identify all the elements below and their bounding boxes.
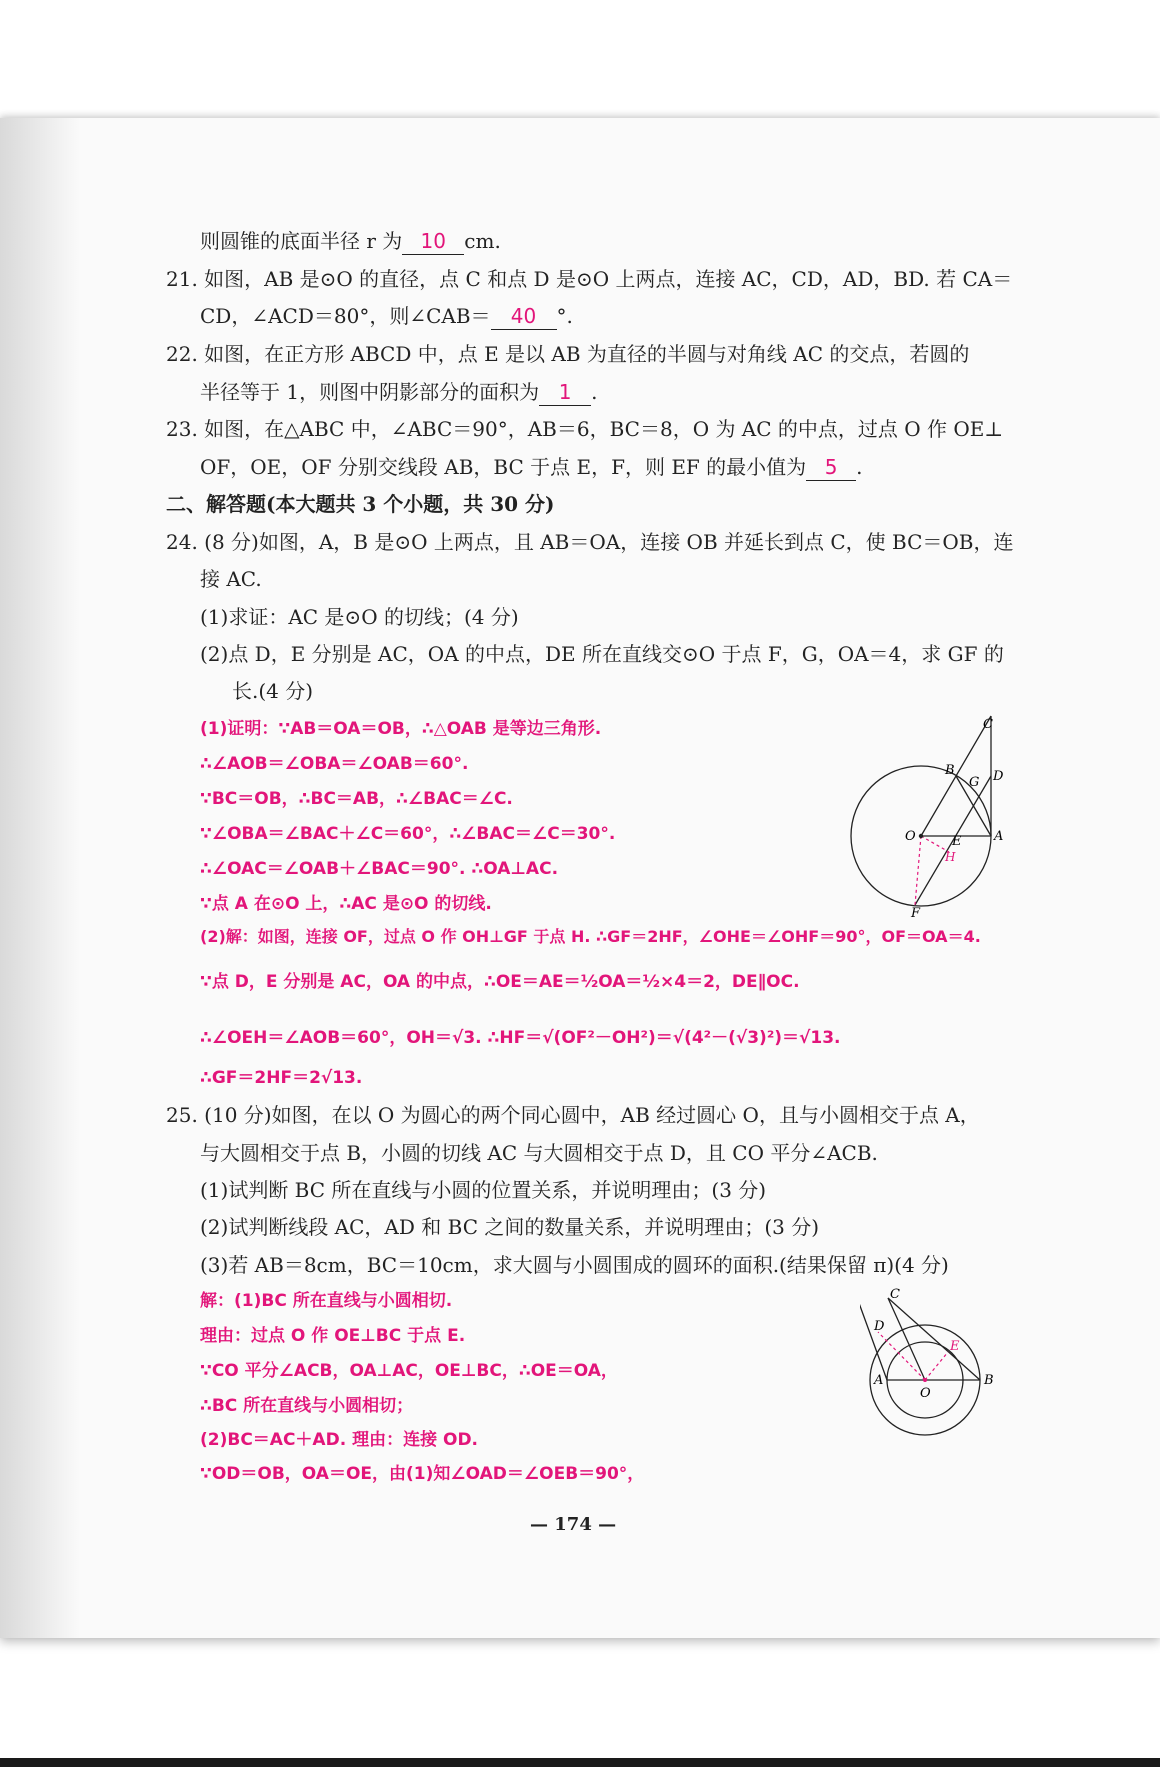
q22-end: . xyxy=(591,380,598,404)
q23-text: OF，OE，OF 分别交线段 AB，BC 于点 E，F，则 EF 的最小值为 xyxy=(200,455,807,479)
q25-line2: 与大圆相交于点 B，小圆的切线 AC 与大圆相交于点 D，且 CO 平分∠ACB. xyxy=(200,1141,878,1165)
label-o: O xyxy=(905,829,916,844)
q23-line1: 23. 如图，在△ABC 中，∠ABC＝90°，AB＝6，BC＝8，O 为 AC 的中点，过点 O 作 OE⊥ xyxy=(166,417,1004,441)
label-d: D xyxy=(993,769,1004,784)
q25-solution-line: ∵CO 平分∠ACB，OA⊥AC，OE⊥BC，∴OE＝OA， xyxy=(200,1361,618,1381)
label-d: D xyxy=(874,1319,885,1334)
q25-solution-line: ∵OD＝OB，OA＝OE，由(1)知∠OAD＝∠OEB＝90°， xyxy=(200,1464,645,1484)
q22-line1: 22. 如图，在正方形 ABCD 中，点 E 是以 AB 为直径的半圆与对角线 AC 的交点，若圆的 xyxy=(166,342,970,366)
label-e: E xyxy=(950,1339,960,1354)
q25-solution-line: 解：(1)BC 所在直线与小圆相切. xyxy=(200,1291,453,1311)
segment-ac xyxy=(860,1303,887,1380)
q22-line2 xyxy=(200,379,597,406)
q23-line2 xyxy=(200,454,863,481)
q24-part1: (1)求证：AC 是⊙O 的切线；(4 分) xyxy=(200,605,519,629)
q20-line xyxy=(200,228,501,255)
q24-part2-line2: 长.(4 分) xyxy=(232,679,314,703)
q24-solution-line: ∵∠OBA＝∠BAC＋∠C＝60°，∴∠BAC＝∠C＝30°. xyxy=(200,824,616,844)
segment-co xyxy=(888,1298,925,1380)
q24-solution-line: ∵点 A 在⊙O 上，∴AC 是⊙O 的切线. xyxy=(200,894,492,914)
q25-line1: 25. (10 分)如图，在以 O 为圆心的两个同心圆中，AB 经过圆心 O，且与小圆相交于点 A， xyxy=(166,1103,980,1127)
q20-text: 则圆锥的底面半径 r 为 xyxy=(200,229,403,253)
q24-part2-line1: (2)点 D，E 分别是 AC，OA 的中点，DE 所在直线交⊙O 于点 F，G，OA＝4，求 GF 的 xyxy=(200,642,1004,666)
label-g: G xyxy=(969,775,980,790)
label-e: E xyxy=(952,834,962,849)
q24-solution-line: ∴GF＝2HF＝2√13. xyxy=(200,1068,363,1088)
q25-part3: (3)若 AB＝8cm，BC＝10cm，求大圆与小圆围成的圆环的面积.(结果保留 π)(4 分) xyxy=(200,1253,949,1277)
q21-line2 xyxy=(200,303,573,330)
segment-of xyxy=(915,836,921,905)
label-h: H xyxy=(945,850,956,864)
q21-end: °. xyxy=(556,304,573,328)
label-a: A xyxy=(994,829,1004,844)
q24-solution-line: ∴∠OEH＝∠AOB＝60°，OH＝√3. ∴HF＝√(OF²－OH²)＝√(4²－(√3)²)＝√13. xyxy=(200,1028,841,1048)
q24-solution-line: (2)解：如图，连接 OF，过点 O 作 OH⊥GF 于点 H. ∴GF＝2HF，∠OHE＝∠OHF＝90°，OF＝OA＝4. xyxy=(200,927,981,946)
q24-solution-line: ∵点 D，E 分别是 AC，OA 的中点，∴OE＝AE＝½OA＝½×4＝2，DE∥OC. xyxy=(200,972,800,992)
section-heading: 二、解答题(本大题共 3 个小题，共 30 分) xyxy=(166,492,555,516)
q25-part2: (2)试判断线段 AC，AD 和 BC 之间的数量关系，并说明理由；(3 分) xyxy=(200,1215,820,1239)
q24-solution-line: ∴∠AOB＝∠OBA＝∠OAB＝60°. xyxy=(200,754,469,774)
q20-unit: cm. xyxy=(464,229,501,253)
q25-figure xyxy=(860,1286,1010,1446)
q25-solution-line: (2)BC＝AC＋AD. 理由：连接 OD. xyxy=(200,1430,479,1450)
q21-answer: 40 xyxy=(491,303,557,330)
page-shadow xyxy=(0,118,80,1638)
q24-solution-line: ∴∠OAC＝∠OAB＋∠BAC＝90°. ∴OA⊥AC. xyxy=(200,859,559,879)
q25-solution-line: ∴BC 所在直线与小圆相切； xyxy=(200,1396,414,1416)
q25-part1: (1)试判断 BC 所在直线与小圆的位置关系，并说明理由；(3 分) xyxy=(200,1178,767,1202)
q21-line1: 21. 如图，AB 是⊙O 的直径，点 C 和点 D 是⊙O 上两点，连接 AC，CD，AD，BD. 若 CA＝ xyxy=(166,267,1013,291)
label-a: A xyxy=(874,1373,884,1388)
q20-answer: 10 xyxy=(402,228,464,255)
center-dot xyxy=(919,834,923,838)
q25-solution-line: 理由：过点 O 作 OE⊥BC 于点 E. xyxy=(200,1326,466,1346)
label-c: C xyxy=(983,717,993,732)
center-dot xyxy=(923,1378,927,1382)
label-c: C xyxy=(890,1287,900,1302)
label-f: F xyxy=(911,906,921,917)
bottom-bar xyxy=(0,1758,1160,1767)
q23-answer: 5 xyxy=(806,454,856,481)
page-number: — 174 — xyxy=(530,1514,617,1535)
segment-oe xyxy=(925,1352,948,1380)
q24-line2: 接 AC. xyxy=(200,567,262,591)
q24-solution-line: (1)证明：∵AB＝OA＝OB，∴△OAB 是等边三角形. xyxy=(200,719,602,739)
q24-line1: 24. (8 分)如图，A，B 是⊙O 上两点，且 AB＝OA，连接 OB 并延长到点 C，使 BC＝OB，连 xyxy=(166,530,1014,554)
q22-text: 半径等于 1，则图中阴影部分的面积为 xyxy=(200,380,540,404)
q22-answer: 1 xyxy=(539,379,591,406)
q24-figure xyxy=(845,712,1005,917)
q23-end: . xyxy=(856,455,863,479)
label-b: B xyxy=(945,763,955,778)
label-b: B xyxy=(984,1373,994,1388)
segment-cb xyxy=(888,1298,980,1380)
label-o: O xyxy=(920,1386,931,1401)
q21-text: CD，∠ACD＝80°，则∠CAB＝ xyxy=(200,304,491,328)
q24-solution-line: ∵BC＝OB，∴BC＝AB，∴∠BAC＝∠C. xyxy=(200,789,513,809)
